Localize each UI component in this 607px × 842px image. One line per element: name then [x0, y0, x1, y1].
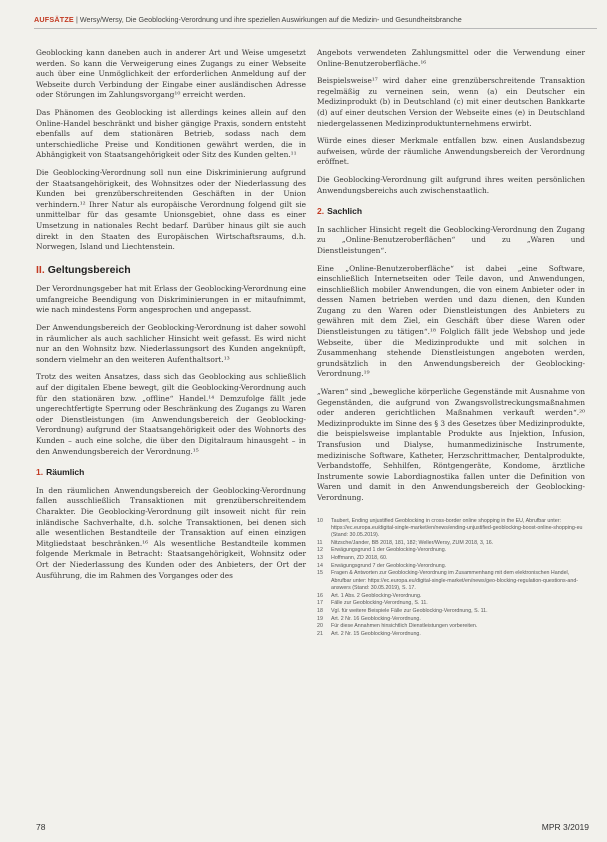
subsection-number: 2. — [317, 206, 325, 217]
paragraph: Beispielsweise¹⁷ wird daher eine grenzüberschreitende Transaktion regelmäßig zu verneinen sein, wenn (a) ein Deutscher ein Medizinprodukt (b) in Deutschland (c) mit einer deutschen Bankkarte (d) auf einer deutschen Version der Webseite eines (e) in Deutschland niedergelassenen Medizinproduktunternehmens erwirbt. — [317, 76, 585, 128]
footnote-text: Fälle zur Geoblocking-Verordnung, S. 11. — [331, 600, 428, 607]
footnote-text: Nitzsche/Jander, BB 2018, 181, 182; Weller/Wersy, ZUM 2018, 3, 16. — [331, 539, 494, 546]
left-column — [36, 48, 306, 588]
footnote-text: Art. 2 Nr. 15 Geoblocking-Verordnung. — [331, 631, 421, 638]
paragraph: Trotz des weiten Ansatzes, dass sich das Geoblocking aus schließlich auf der digitalen Ebene bewegt, gilt die Geoblocking-Verordnung auch für den stationären bzw. „offline“ Handel.¹⁴ Demzufolge fällt jede ungerechtfertigte Sperrung oder Beschränkung des Zugangs zu Waren oder Dienstleistungen (im Anwendungsbereich der Geoblocking-Verordnung) aufgrund der Staatsangehörigkeit oder des Wohnorts des Kunden – auch eine solche, die über den Digitalraum hinausgeht – in den Anwendungsbereich der Verordnung.¹⁵ — [36, 372, 306, 456]
journal-issue: MPR 3/2019 — [541, 822, 589, 832]
subsection-heading — [317, 206, 585, 217]
footnote — [317, 608, 585, 615]
paragraph: Der Verordnungsgeber hat mit Erlass der Geoblocking-Verordnung eine umfangreiche Beendigung von Diskriminierungen in er mitaufnimmt, wie nach mindestens Form angesprochen und angepasst. — [36, 284, 306, 315]
section-kicker: AUFSÄTZE — [34, 15, 74, 24]
footnote-number: 11 — [317, 539, 323, 546]
paragraph: Geoblocking kann daneben auch in anderer Art und Weise umgesetzt werden. So kann die Verweigerung eines Zugangs zu einer Webseite auch über eine Unmöglichkeit der erforderlichen Anmeldung auf der Webseite durch Verbindung der Eingabe einer ausländischen Adresse oder Störungen im Zahlungsvorgang¹⁰ erreicht werden. — [36, 48, 306, 100]
subsection-title: Sachlich — [327, 206, 363, 217]
paragraph: Die Geoblocking-Verordnung gilt aufgrund ihres weiten persönlichen Anwendungsbereichs auch zwischenstaatlich. — [317, 174, 585, 195]
section-number: II. — [36, 263, 45, 276]
subsection-number: 1. — [36, 467, 44, 478]
footnote-number: 13 — [317, 555, 323, 562]
footnote-text: Art. 1 Abs. 2 Geoblocking-Verordnung. — [331, 592, 422, 599]
footnote — [317, 547, 585, 554]
footnote — [317, 616, 585, 623]
footnote-text: Taubert, Ending unjustified Geoblocking in cross-border online shopping in the EU, Abrufbar unter: https://ec.europa.eu/digital-single-market/en/news/ending-unjustified-geoblocking-boost-online-shopping-eu (Stand: 30.05.2019). — [331, 517, 583, 538]
footnote — [317, 570, 585, 592]
paragraph: In den räumlichen Anwendungsbereich der Geoblocking-Verordnung fallen ausschließlich Transaktionen mit grenzüberschreitendem Charakter. Die Geoblocking-Verordnung gilt insoweit nicht für rein inländische Sachverhalte, d.h. solche Transaktionen, bei denen sich alle wesentlichen Bestandteile der Transaktion auf einen einzigen Mitgliedstaat beschränken.¹⁶ Als wesentliche Bestandteile kommen folgende Merkmale in Betracht: Staatsangehörigkeit, Wohnsitz oder Ort der Niederlassung des Kunden oder des Anbieters, der Ort der Ausführung, die im Rahmen des Vorganges oder des — [36, 485, 306, 580]
footnote-number: 17 — [317, 600, 323, 607]
footnote-text: Für diese Annahmen hinsichtlich Dienstleistungen vorbereiten. — [331, 623, 478, 630]
footnote-number: 10 — [317, 517, 323, 524]
section-title: Geltungsbereich — [47, 263, 131, 276]
footnote — [317, 518, 585, 540]
footnotes — [317, 514, 585, 639]
running-header — [34, 12, 597, 29]
footnote-number: 20 — [317, 623, 323, 630]
footnote-number: 14 — [317, 562, 323, 569]
page-footer — [36, 822, 589, 832]
footnote-text: Fragen & Antworten zur Geoblocking-Verordnung im Zusammenhang mit dem elektronischen Handel, Abrufbar unter: https://ec.europa.eu/digital-single-market/en/news/geo-blocking-regulation-questions-and-answers (Stand: 30.05.2019), S. 17. — [331, 570, 579, 591]
header-separator: | — [75, 15, 80, 24]
paragraph: Die Geoblocking-Verordnung soll nun eine Diskriminierung aufgrund der Staatsangehörigkeit, des Wohnsitzes oder der Niederlassung des Kunden bei grenzüberschreitenden Geschäften in der Union verhindern.¹² Ihrer Natur als europäische Verordnung folgend gilt sie unmittelbar für das gesamte Unionsgebiet, ohne dass es einer Umsetzung in nationales Recht bedarf. Darüber hinaus gilt sie auch direkt in den Staaten des Europäischen Wirtschaftsraums, d.h. Norwegen, Island und Liechtenstein. — [36, 167, 306, 252]
subsection-title: Räumlich — [46, 467, 85, 478]
footnote-number: 21 — [317, 631, 323, 638]
footnote-number: 18 — [317, 608, 323, 614]
page-number: 78 — [36, 822, 46, 832]
footnote-number: 16 — [317, 592, 323, 599]
paragraph: „Waren“ sind „bewegliche körperliche Gegenstände mit Ausnahme von Gegenständen, die aufgrund von Zwangsvollstreckungsmaßnahmen oder anderen gerichtlichen Maßnahmen verkauft werden“.²⁰ Medizinprodukte im Sinne des § 3 des Gesetzes über Medizinprodukte, die beispielsweise implantable Produkte aus Injektion, Infusion, Transfusion und Dialyse, humanmedizinische Instrumente, medizinische Software, Katheter, Herzschrittmacher, Dentalprodukte, Verbandstoffe, Sehhilfen, Röntgengeräte, Kondome, ärztliche Instrumente sowie Labordiagnostika fallen unter die Definition von Waren und damit in den Anwendungsbereich der Geoblocking-Verordnung. — [317, 387, 585, 502]
footnote — [317, 593, 585, 600]
paragraph: Würde eines dieser Merkmale entfallen bzw. einen Auslandsbezug aufweisen, würde der räumliche Anwendungsbereich der Verordnung eröffnet. — [317, 136, 585, 167]
paragraph: Eine „Online-Benutzeroberfläche“ ist dabei „eine Software, einschließlich Internetseiten oder Teile davon, und Anwendungen, einschließlich mobiler Anwendungen, die von einem Anbieter oder in dessen Namen betrieben werden und dazu dienen, den Kunden Zugang zu den Waren oder Dienstleistungen des Anbieters zu gewähren mit dem Ziel, ein Geschäft über diese Waren oder Dienstleistungen zu tätigen“.¹⁸ Folglich fällt jede Webshop und jede Webseite, über die Medizinprodukte und mit solchen in Zusammenhang stehende Dienstleistungen angeboten werden, grundsätzlich in den Anwendungsbereich der Geoblocking-Verordnung.¹⁹ — [317, 263, 585, 379]
footnote — [317, 623, 585, 630]
footnote — [317, 563, 585, 570]
footnote — [317, 555, 585, 562]
subsection-heading — [36, 467, 306, 478]
footnote-text: Vgl. für weitere Beispiele Fälle zur Geoblocking-Verordnung, S. 11. — [331, 608, 488, 614]
footnote-number: 19 — [317, 615, 323, 622]
footnote-number: 15 — [317, 570, 323, 577]
footnote-text: Hoffmann, ZD 2018, 60. — [331, 555, 388, 562]
paragraph: In sachlicher Hinsicht regelt die Geoblocking-Verordnung den Zugang zu „Online-Benutzeroberflächen“ und zu „Waren und Dienstleistungen“. — [317, 224, 585, 255]
paragraph: Der Anwendungsbereich der Geoblocking-Verordnung ist daher sowohl in räumlicher als auch sachlicher Hinsicht weit gefasst. Es wird nicht nur an den Wohnsitz bzw. Niederlassungsort des Kunden angeknüpft, sondern vielmehr an den weiteren Aufenthaltsort.¹³ — [36, 323, 306, 364]
header-title: Wersy/Wersy, Die Geoblocking-Verordnung und ihre speziellen Auswirkungen auf die Medizin- und Gesundheitsbranche — [79, 15, 462, 24]
footnote-text: Erwägungsgrund 7 der Geoblocking-Verordnung. — [331, 562, 447, 569]
footnote-text: Erwägungsgrund 1 der Geoblocking-Verordnung. — [331, 547, 447, 554]
footnote — [317, 600, 585, 607]
paragraph: Angebots verwendeten Zahlungsmittel oder die Verwendung einer Online-Benutzeroberfläche.¹⁶ — [317, 48, 585, 68]
right-column — [317, 48, 585, 639]
footnote — [317, 631, 585, 638]
footnote-number: 12 — [317, 547, 323, 554]
footnote — [317, 540, 585, 547]
paragraph: Das Phänomen des Geoblocking ist allerdings keines allein auf den Online-Handel beschränkt und bisher gängige Praxis, sondern entsteht ebenfalls auf dem stationären Betrieb, sodass nach dem unterschiedliche Preise und Konditionen gewährt werden, die in Abhängigkeit von Staatsangehörigkeit oder Sitz des Kunden gelten.¹¹ — [36, 107, 306, 160]
footnote-text: Art. 2 Nr. 16 Geoblocking-Verordnung. — [331, 615, 421, 622]
section-heading — [36, 265, 306, 276]
